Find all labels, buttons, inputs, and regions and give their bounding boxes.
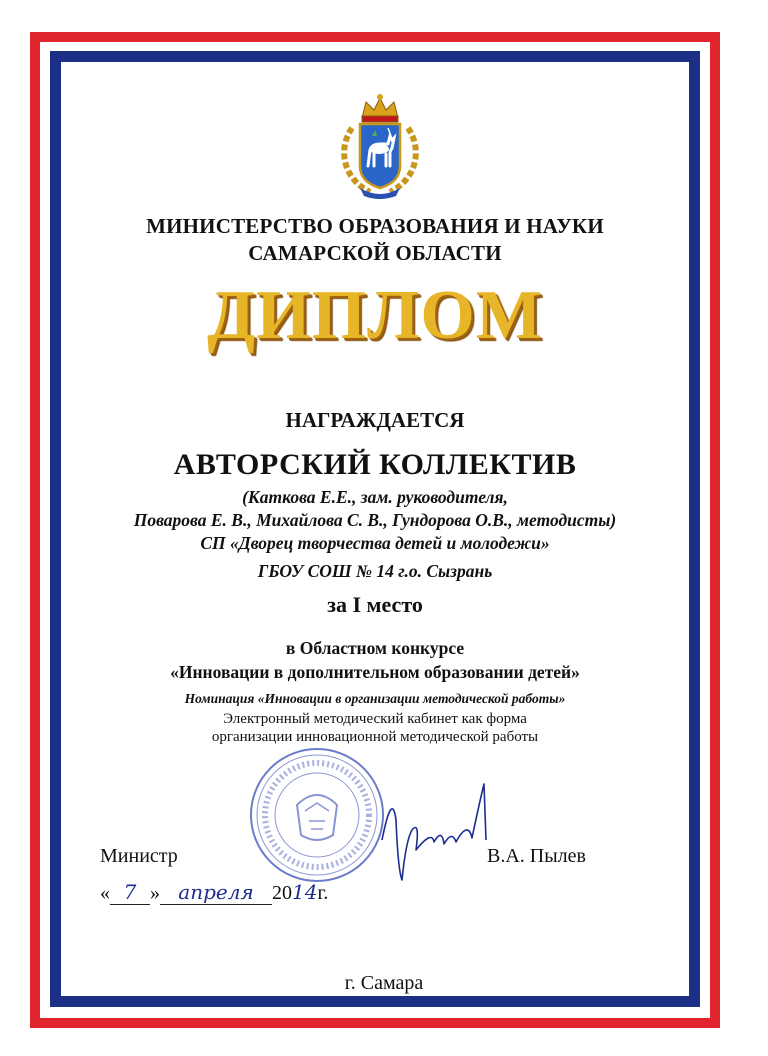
handwritten-signature [372,780,512,890]
ministry-heading [61,213,689,267]
issue-date [100,880,328,905]
date-open-quote: « [100,882,110,904]
date-year: 14 [292,880,318,904]
school-name: ГБОУ СОШ № 14 г.о. Сызрань [257,561,493,581]
date-suffix: г. [317,882,329,904]
work-line-2: организации инновационной методической работы [211,729,539,745]
date-day: 7 [110,880,150,905]
contest-name [61,636,689,684]
names-line-2: Поварова Е. В., Михайлова С. В., Гундорова О.В., методисты) [133,510,617,530]
awarded-label: НАГРАЖДАЕТСЯ [285,408,465,432]
recipient-names [61,486,689,555]
official-seal-icon [247,745,387,885]
names-line-1: (Каткова Е.Е., зам. руководителя, [242,487,508,507]
place-award: за I место [327,592,423,617]
contest-line-1: в Областном конкурсе [285,638,465,658]
minister-label: Министр [100,845,178,867]
date-close-quote: » [150,882,160,904]
nomination: Номинация «Инновации в организации методической работы» [184,691,566,706]
date-month: апреля [160,880,272,905]
work-line-1: Электронный методический кабинет как форма [223,711,527,727]
date-year-prefix: 20 [272,882,292,904]
contest-line-2: «Инновации в дополнительном образовании детей» [170,662,580,682]
signer-name: В.А. Пылев [487,845,586,867]
ministry-line-2: САМАРСКОЙ ОБЛАСТИ [248,241,502,265]
diploma-title: ДИПЛОМ [207,277,543,354]
samara-coat-of-arms-icon [330,88,430,200]
ministry-line-1: МИНИСТЕРСТВО ОБРАЗОВАНИЯ И НАУКИ [146,214,604,238]
recipient-title: АВТОРСКИЙ КОЛЛЕКТИВ [173,448,577,481]
work-title [61,710,689,746]
city: г. Самара [344,972,424,994]
org-line-1: СП «Дворец творчества детей и молодежи» [200,533,550,553]
